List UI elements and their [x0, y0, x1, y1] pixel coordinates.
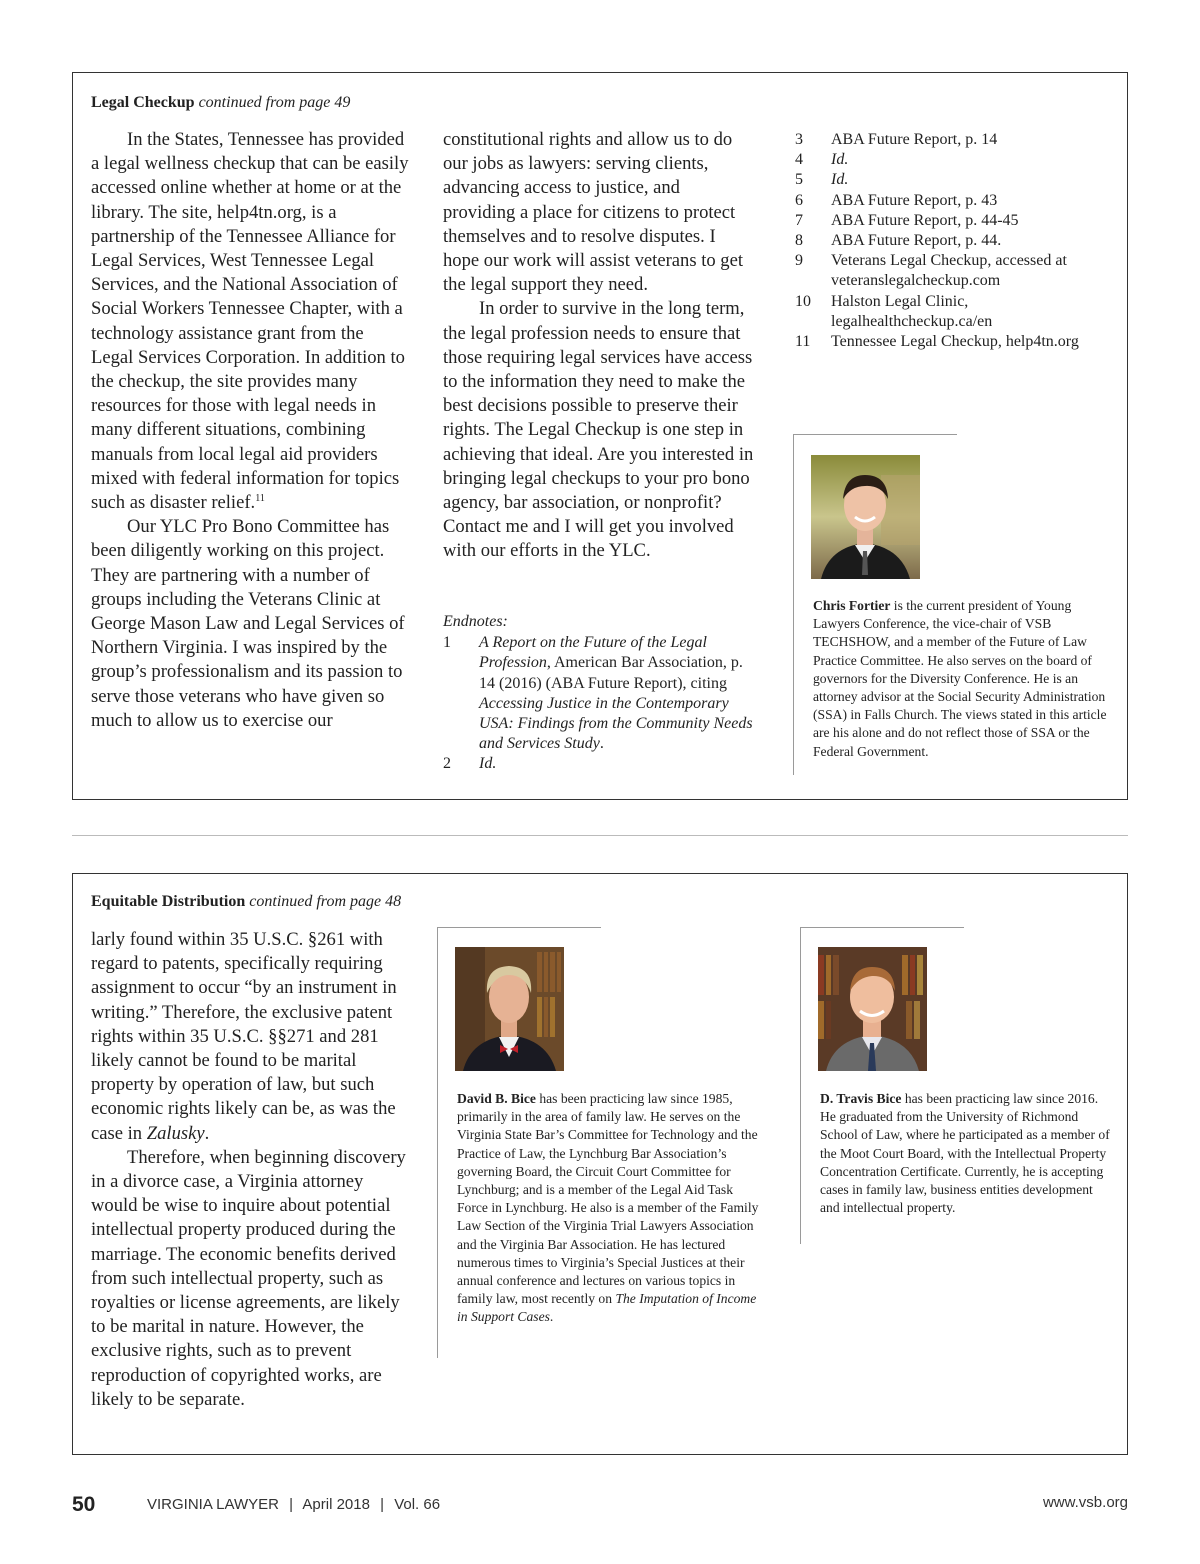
- endnote-item: 6 ABA Future Report, p. 43: [795, 191, 998, 209]
- article1-column-1: [91, 128, 409, 733]
- travis-bice-bio: D. Travis Bice has been practicing law since 2016. He graduated from the University of Richmond School of Law, where he participated as a member of the Moot Court Board, with the Intellectual Property Concentration Certificate. Currently, he is accepting cases in family law, business entities development and intellectual property.: [820, 1091, 1110, 1216]
- endnote-item: 9 Veterans Legal Checkup, accessed at veteranslegalcheckup.com: [795, 252, 1067, 290]
- endnotes-label: Endnotes:: [443, 613, 508, 630]
- paragraph: In the States, Tennessee has provided a legal wellness checkup that can be easily accessed online whether at home or at the library. The site, help4tn.org, is a partnership of the Tennessee Alliance for Legal Services, West Tennessee Legal Services, and the National Association of Social Workers Tennessee Chapter, with a technology assistance grant from the Legal Services Corporation. In addition to the checkup, the site provides many resources for those with legal needs in many different situations, combining manuals from local legal aid providers mixed with federal information for topics such as disaster relief.$^{11}$: [91, 129, 409, 514]
- issue-date: April 2018: [302, 1496, 370, 1513]
- header-title: Equitable Distribution: [91, 893, 246, 910]
- endnotes-right: [795, 130, 1115, 352]
- paragraph: constitutional rights and allow us to do our jobs as lawyers: serving clients, advancing access to justice, and providing a place for citizens to protect themselves and to resolve disputes. I hope our work will assist veterans to get the legal support they need.: [443, 129, 744, 296]
- footnote-ref: 11: [255, 492, 265, 504]
- paragraph: Therefore, when beginning discovery in a divorce case, a Virginia attorney would be wise to inquire about potential intellectual property produced during the marriage. The economic benefits derived from such intellectual property, such as royalties or license agreements, are likely to be marital in nature. However, the exclusive rights, such as to prevent reproduction of copyrighted works, are likely to be separate.: [91, 1146, 406, 1410]
- chris-fortier-bio: Chris Fortier is the current president of Young Lawyers Conference, the vice-chair of VSB TECHSHOW, and a member of the Future of Law Practice Committee. He also serves on the board of governors for the Diversity Conference. He is an attorney advisor at the Social Security Administration (SSA) in Falls Church. The views stated in this article are his alone and do not reflect those of SSA or the Federal Government.: [813, 598, 1107, 759]
- david-bice-bio: David B. Bice has been practicing law since 1985, primarily in the area of family law. He serves on the Virginia State Bar’s Committee for Technology and the Practice of Law, the Lynchburg Bar Association’s governing Board, the Circuit Court Committee for Lynchburg; and is a member of the Legal Aid Task Force in Lynchburg. He also is a member of the Family Law Section of the Virginia Trial Lawyers Association and the Virginia Bar Association. He has lectured numerous times to Virginia’s Special Justices at their annual conference and lectures on various topics in family law, most recently on The Imputation of Income in Support Cases.: [457, 1091, 759, 1325]
- paragraph: larly found within 35 U.S.C. §261 with regard to patents, specifically requiring assignment to occur “by an instrument in writing.” Therefore, the exclusive patent rights within 35 U.S.C. §§271 and 281 likely cannot be found to be marital property by operation of law, but such economic rights likely can be, as was the case in Zalusky.: [91, 929, 397, 1144]
- legal-checkup-header: [91, 94, 350, 112]
- endnote-item: 11 Tennessee Legal Checkup, help4tn.org: [795, 333, 1079, 351]
- paragraph: Our YLC Pro Bono Committee has been diligently working on this project. They are partnering with a number of groups including the Veterans Clinic at George Mason Law and Legal Services of Northern Virginia. I was inspired by the group’s professionalism and its passion to serve those veterans who have given so much to allow us to exercise our: [91, 516, 405, 731]
- endnote-item: 7 ABA Future Report, p. 44-45: [795, 211, 1019, 229]
- bio-name: D. Travis Bice: [820, 1091, 902, 1106]
- page-number: 50: [72, 1493, 96, 1516]
- chris-fortier-photo: [811, 455, 920, 579]
- header-continued: continued from page 48: [249, 893, 402, 910]
- endnote-item: 4 Id.: [795, 151, 849, 169]
- header-title: Legal Checkup: [91, 94, 195, 111]
- section-divider: [72, 835, 1128, 836]
- bio-name: Chris Fortier: [813, 598, 891, 613]
- endnote-item: 5 Id.: [795, 171, 849, 189]
- endnote-item: 1 A Report on the Future of the Legal Profession, American Bar Association, p. 14 (2016) (ABA Future Report), citing Accessing Justice in the Contemporary USA: Findings from the Community Needs and Services Study.: [443, 634, 753, 753]
- endnote-item: 3 ABA Future Report, p. 14: [795, 131, 998, 148]
- endnote-item: 8 ABA Future Report, p. 44.: [795, 232, 1002, 250]
- endnote-item: 10 Halston Legal Clinic, legalhealthcheckup.ca/en: [795, 292, 993, 330]
- publication-name: VIRGINIA LAWYER: [147, 1496, 279, 1513]
- david-bice-photo: [455, 947, 564, 1071]
- header-continued: continued from page 49: [198, 94, 351, 111]
- travis-bice-photo: [818, 947, 927, 1071]
- endnotes-left: [443, 612, 758, 775]
- equitable-distribution-header: [91, 893, 401, 911]
- article1-column-2: [443, 128, 755, 564]
- endnote-item: 2 Id.: [443, 755, 497, 773]
- volume: Vol. 66: [394, 1496, 441, 1513]
- article2-column-1: [91, 928, 411, 1412]
- paragraph: In order to survive in the long term, the legal profession needs to ensure that those requiring legal services have access to the information they need to make the best decisions possible to preserve their rights. The Legal Checkup is one step in achieving that ideal. Are you interested in bringing legal checkups to your pro bono agency, bar association, or nonprofit? Contact me and I will get you involved with our efforts in the YLC.: [443, 298, 754, 562]
- footer-url[interactable]: www.vsb.org: [1042, 1494, 1128, 1511]
- bio-name: David B. Bice: [457, 1091, 536, 1106]
- footer-publication: VIRGINIA LAWYER | April 2018 | Vol. 66: [147, 1496, 441, 1513]
